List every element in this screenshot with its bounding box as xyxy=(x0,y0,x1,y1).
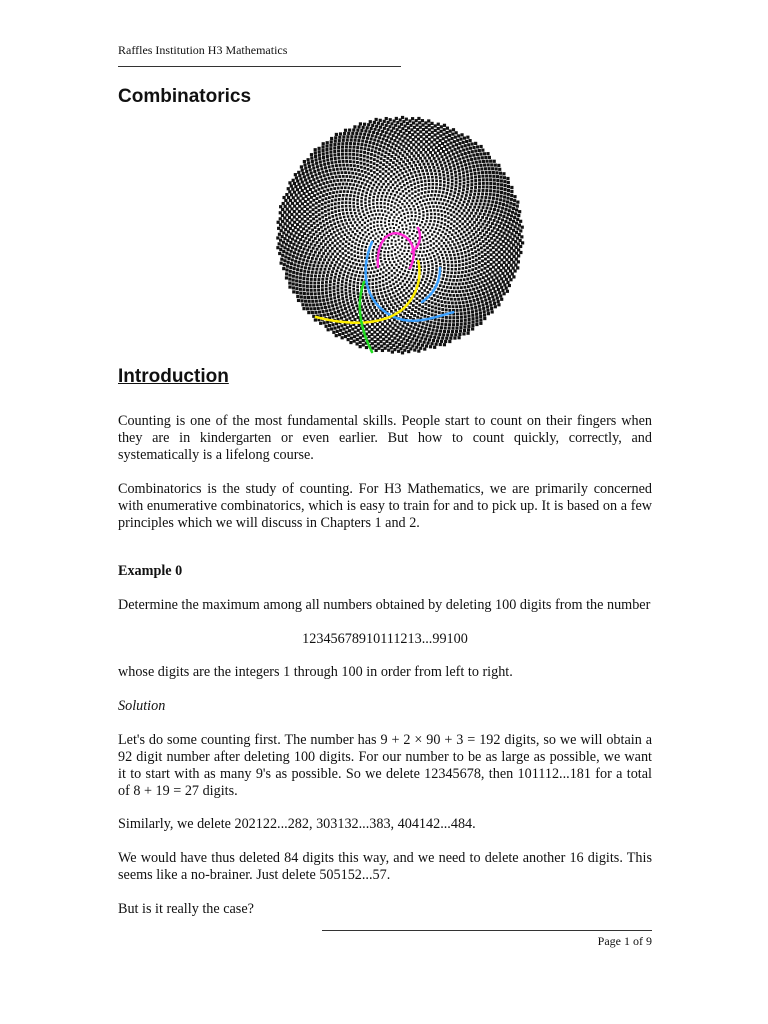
solution-paragraph-4: But is it really the case? xyxy=(118,901,254,917)
running-header: Raffles Institution H3 Mathematics xyxy=(118,43,288,57)
header-rule xyxy=(118,66,401,67)
page-number: Page 1 of 9 xyxy=(597,934,652,948)
solution-paragraph-2: Similarly, we delete 202122...282, 303132...383, 404142...484. xyxy=(118,816,476,832)
intro-paragraph-1: Counting is one of the most fundamental skills. People start to count on their fingers when they are in kindergarten or even earlier. But how to count quickly, correctly, and systematically is a lifelong course. xyxy=(118,413,652,463)
document-title: Combinatorics xyxy=(118,86,252,107)
example-heading: Example 0 xyxy=(118,563,183,579)
example-statement: Determine the maximum among all numbers obtained by deleting 100 digits from the number xyxy=(118,597,651,613)
sunflower-spiral-figure xyxy=(272,112,528,358)
section-heading-introduction: Introduction xyxy=(118,366,229,387)
solution-label: Solution xyxy=(118,698,166,714)
solution-paragraph-1: Let's do some counting first. The number has 9 + 2 × 90 + 3 = 192 digits, so we will obtain a 92 digit number after deleting 100 digits. For our number to be as large as possible, we want it to start with as many 9's as possible. So we delete 12345678, then 101112...181 for a total of 8 + 19 = 27 digits. xyxy=(118,732,652,799)
footer-rule xyxy=(322,930,652,931)
example-number: 12345678910111213...99100 xyxy=(302,631,468,647)
solution-paragraph-3: We would have thus deleted 84 digits this way, and we need to delete another 16 digits. This seems like a no-brainer. Just delete 505152...57. xyxy=(118,850,652,883)
intro-paragraph-2: Combinatorics is the study of counting. For H3 Mathematics, we are primarily concerned with enumerative combinatorics, which is easy to train for and to pick up. It is based on a few principles which we will discuss in Chapters 1 and 2. xyxy=(118,481,652,531)
example-statement-cont: whose digits are the integers 1 through 100 in order from left to right. xyxy=(118,664,513,680)
